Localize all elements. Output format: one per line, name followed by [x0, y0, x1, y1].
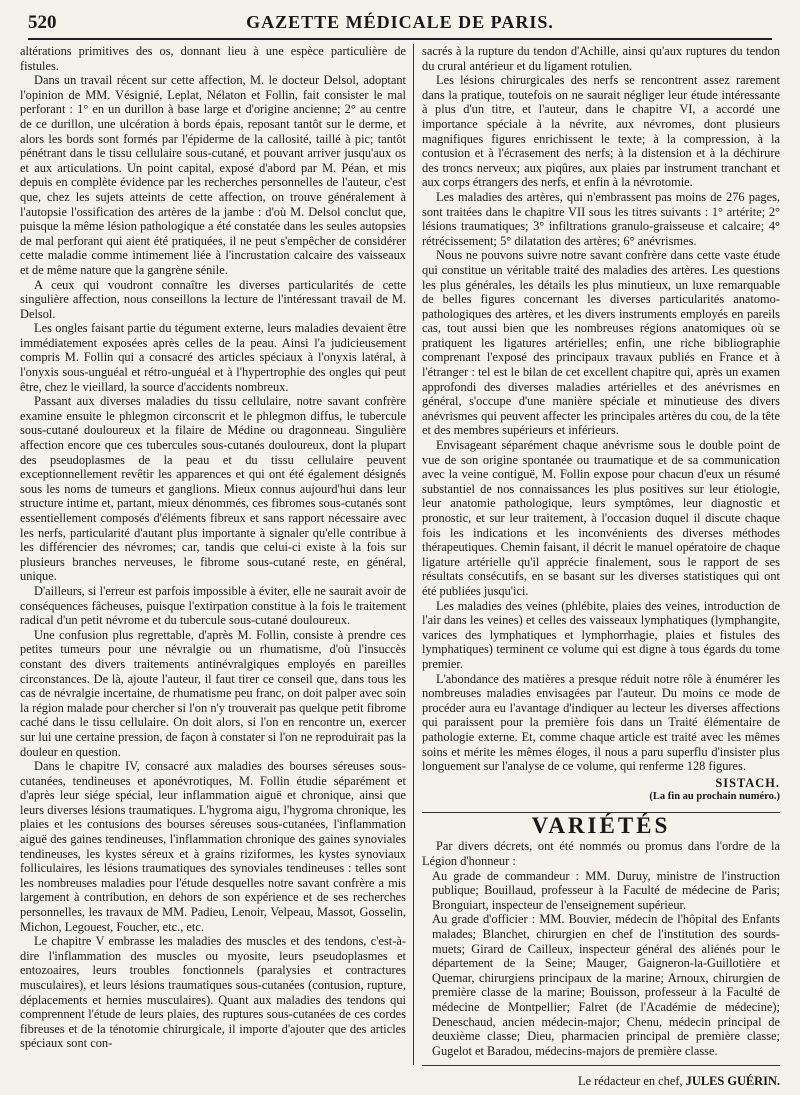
section-rule: [422, 1065, 780, 1066]
editor-signature: [422, 1074, 780, 1089]
paragraph: sacrés à la rupture du tendon d'Achille, ainsi qu'aux ruptures du tendon du crural antérieur et du ligament rotulien.: [422, 44, 780, 73]
paragraph: Les maladies des veines (phlébite, plaies des veines, introduction de l'air dans les veines) et celles des vaisseaux lymphatiques (lymphangite, varices des lymphatiques et lymphorrhagie, plaies et fistules des lymphatiques) terminent ce volume qui est digne à tous égards du tome premier.: [422, 598, 780, 671]
editor-prefix: Le rédacteur en chef,: [578, 1074, 683, 1089]
paragraph: Envisageant séparément chaque anévrisme sous le double point de vue de son origine spontanée ou traumatique et de sa communication avec la veine contiguë, M. Follin expose pour chacun d'eux un résumé substantiel de nos connaissances les plus positives sur leur étiologie, leur anatomie pathologique, leurs symptômes, leur diagnostic et pronostic, et sur leur traitement, à l'occasion duquel il discute chaque fois les indications et les inconvénients des diverses méthodes thérapeutiques. Chemin faisant, il décrit le manuel opératoire de chaque ligature artérielle qu'il apprécie finalement, sous le rapport de ses résultats consécutifs, en se basant sur les diverses statistiques qui ont été publiées jusqu'ici.: [422, 438, 780, 598]
left-column: [20, 44, 406, 1065]
paragraph: L'abondance des matières a presque réduit notre rôle à énumérer les nombreuses maladies envisagées par l'auteur. Du moins ce mode de procéder aura eu l'avantage d'indiquer au lecteur les diverses affections qui paraissent pour la première fois dans un Traité élémentaire de pathologie externe. Et, comme chaque article est traité avec les mêmes soins et mérite les mêmes éloges, il nous a paru superflu d'insister plus longuement sur l'analyse de ce volume, qui renferme 128 figures.: [422, 671, 780, 774]
paragraph: A ceux qui voudront connaître les diverses particularités de cette singulière affection, nous conseillons la lecture de l'intéressant travail de M. Delsol.: [20, 277, 406, 321]
page-number: 520: [28, 12, 57, 33]
column-divider: [413, 44, 414, 1065]
paragraph: altérations primitives des os, donnant lieu à une espèce particulière de fistules.: [20, 44, 406, 73]
paragraph: Dans un travail récent sur cette affection, M. le docteur Delsol, adoptant l'opinion de MM. Vésignié, Leplat, Nélaton et Follin, fait consister le mal perforant : 1° en un durillon à base large et d'origine ancienne; 2° au centre de ce durillon, une ulcération à bords épais, reposant tantôt sur le derme, et alors les bords sont formés par l'épiderme de la callosité, taillé à pic; tantôt pénétrant dans le tissu cellulaire sous-cutané, et pouvant arriver jusqu'aux os et aux articulations. Un point capital, exposé d'abord par M. Péan, et mis depuis en complète évidence par les recherches personnelles de l'auteur, c'est que, chez les sujets atteints de cette affection, on trouve généralement à l'autopsie l'ossification des artères de la jambe : d'où M. Delsol conclut que, puisque la même lésion pathologique a été constatée dans les seules autopsies de mal perforant qui aient été pratiquées, il ne peut s'empêcher de considérer cette maladie comme intimement liée à l'incrustation calcaire des vaisseaux et de même nature que la gangrène sénile.: [20, 73, 406, 277]
paragraph: Dans le chapitre IV, consacré aux maladies des bourses séreuses sous-cutanées, tendineuses et aponévrotiques, M. Follin étudie séparément et d'après leur siége spécial, leur inflammation aiguë et chronique, ainsi que leurs diverses lésions traumatiques. L'hygroma aigu, l'hygroma chronique, les plaies et les contusions des bourses séreuses sous-cutanées, l'inflammation aiguë des gaines tendineuses, l'inflammation chronique des gaines synoviales tendineuses, les kystes séreux et à grains riziformes, les kystes synoviaux folliculaires, les lésions traumatiques des synoviales tendineuses : telles sont les nombreuses maladies pour l'étude desquelles notre savant confrère a mis largement à contribution, en dehors de son expérience et de ses recherches personnelles, les travaux de MM. Padieu, Lenoir, Velpeau, Massot, Gosselin, Michon, Legouest, Foucher, etc., etc.: [20, 759, 406, 934]
paragraph: Le chapitre V embrasse les maladies des muscles et des tendons, c'est-à-dire l'inflammation des muscles ou myosite, leurs pseudoplasmes et entozoaires, leurs troubles fonctionnels (paralysies et contractures musculaires), et leurs lésions traumatiques sous-cutanées (contusion, rupture, déplacements et hernies musculaires). Quant aux maladies des tendons qui comprennent l'étude de leurs plaies, des ruptures sous-cutanées de ces cordes fibreuses et de la ténotomie chirurgicale, il importe d'ajouter que des articles spéciaux sont con-: [20, 934, 406, 1051]
paragraph: Passant aux diverses maladies du tissu cellulaire, notre savant confrère examine ensuite le phlegmon circonscrit et le phlegmon diffus, le tubercule sous-cutané douloureux et la filaire de Médine ou dragonneau. Singulière affection encore que ces tubercules sous-cutanés douloureux, dont la plupart des pseudoplasmes de la peau et du tissu cellulaire peuvent exceptionnellement revêtir les apparences et qui ont été également désignés sous les noms de tumeurs et ganglions. Mieux connus aujourd'hui dans leur structure intime et, partant, mieux dénommés, ces fibromes sous-cutanés sont essentiellement composés d'éléments fibreux et sans rapport nécessaire avec les nerfs, particularité d'autant plus importante à signaler qu'elle contribue à les différencier des névromes; car, tandis que celui-ci existe à la fois sur plusieurs branches nerveuses, le fibrome sous-cutané reste, en général, unique.: [20, 394, 406, 584]
paragraph: Les maladies des artères, qui n'embrassent pas moins de 276 pages, sont traitées dans le chapitre VII sous les titres suivants : 1° artérite; 2° lésions traumatiques; 3° infiltrations granulo-graisseuse et calcaire; 4° rétrécissement; 5° dilatation des artères; 6° anévrismes.: [422, 189, 780, 248]
article-body: [20, 44, 780, 1089]
paragraph: Une confusion plus regrettable, d'après M. Follin, consiste à prendre ces petites tumeurs pour une névralgie ou un rhumatisme, d'où l'insuccès constant des divers traitements antinévralgiques employés en pareilles circonstances. De là, ajoute l'auteur, il faut tirer ce conseil que, dans tous les cas de névralgie incertaine, de rhumatisme peu franc, on doit palper avec soin la région malade pour chercher si l'on n'y trouverait pas quelque petit fibrome caché dans le tissu cellulaire. On doit alors, si l'on en rencontre un, exercer sur lui une certaine pression, de façon à constater si l'on ne reproduirait pas la douleur en question.: [20, 627, 406, 759]
paragraph: Au grade de commandeur : MM. Duruy, ministre de l'instruction publique; Bouillaud, professeur à la Faculté de médecine de Paris; Bronguiart, inspecteur de l'enseignement supérieur.: [432, 868, 780, 912]
author-signature: SISTACH.: [715, 775, 780, 790]
paragraph: D'ailleurs, si l'erreur est parfois impossible à éviter, elle ne saurait avoir de conséquences fâcheuses, puisque l'extirpation constitue à la fois le traitement radical d'un petit névrome et du tubercule sous-cutané douloureux.: [20, 583, 406, 628]
journal-title: GAZETTE MÉDICALE DE PARIS.: [246, 12, 554, 32]
editor-name: JULES GUÉRIN.: [685, 1074, 780, 1089]
paragraph: Les ongles faisant partie du tégument externe, leurs maladies devaient être immédiatement exposées après celles de la peau. Ainsi l'a judicieusement compris M. Follin qui a consacré des articles spéciaux à l'onyxis latéral, à l'onyxis sous-unguéal et rétro-unguéal et à l'hypertrophie des ongles qui peut être, chez le vieillard, la source d'accidents nombreux.: [20, 321, 406, 394]
section-title-varietes: VARIÉTÉS: [531, 812, 671, 838]
page-header: [28, 8, 772, 40]
paragraph: Par divers décrets, ont été nommés ou promus dans l'ordre de la Légion d'honneur :: [422, 839, 780, 869]
paragraph: Les lésions chirurgicales des nerfs se rencontrent assez rarement dans la pratique, toutefois on ne saurait négliger leur étude intéressante à plus d'un titre, et l'auteur, dans le chapitre VI, a accordé une importance spéciale à la névrite, aux névromes, dont plusieurs magnifiques figures enrichissent le texte; à la compression, à la contusion et à l'écrasement des nerfs; à la distension et à la déchirure des troncs nerveux; aux piqûres, aux plaies par instrument tranchant et aux corps étrangers des nerfs, et enfin à la névrotomie.: [422, 73, 780, 190]
paragraph: Au grade d'officier : MM. Bouvier, médecin de l'hôpital des Enfants malades; Blanchet, chirurgien en chef de l'institution des sourds-muets; Girard de Cailleux, inspecteur général des aliénés pour le département de la Seine; Mauger, Gaigneron-la-Guillotière et Quemar, chirurgiens principaux de la marine; Arnoux, chirurgien de première classe de la marine; Bouisson, professeur à la Faculté de médecine de Montpellier; Falret (de l'Académie de médecine); Deneschaud, ancien médecin-major; Chenu, médecin principal de deuxième classe; Dieu, pharmacien principal de première classe; Gugelot et Baradou, médecins-majors de première classe.: [432, 912, 780, 1058]
paragraph: Nous ne pouvons suivre notre savant confrère dans cette vaste étude qui constitue un véritable traité des maladies des artères. Les questions les plus générales, les détails les plus minutieux, un luxe remarquable de belles figures concernant les diverses particularités anatomo-pathologiques des artères, et les divers instruments employés en pareils cas, tout aussi bien que les nombreuses régions anatomiques où se pratiquent les ligatures artérielles; enfin, une riche bibliographie comprenant l'exposé des principaux travaux publiés en France et à l'étranger : tel est le bilan de cet excellent chapitre qui, après un examen approfondi des diverses maladies artérielles et des anévrismes en général, s'occupe d'une manière spéciale et minutieuse des divers anévrismes qui peuvent affecter les principales artères du cou, de la tête et des membres supérieurs et inférieurs.: [422, 248, 780, 438]
right-column: [422, 44, 780, 1089]
continuation-note: (La fin au prochain numéro.): [649, 791, 780, 803]
